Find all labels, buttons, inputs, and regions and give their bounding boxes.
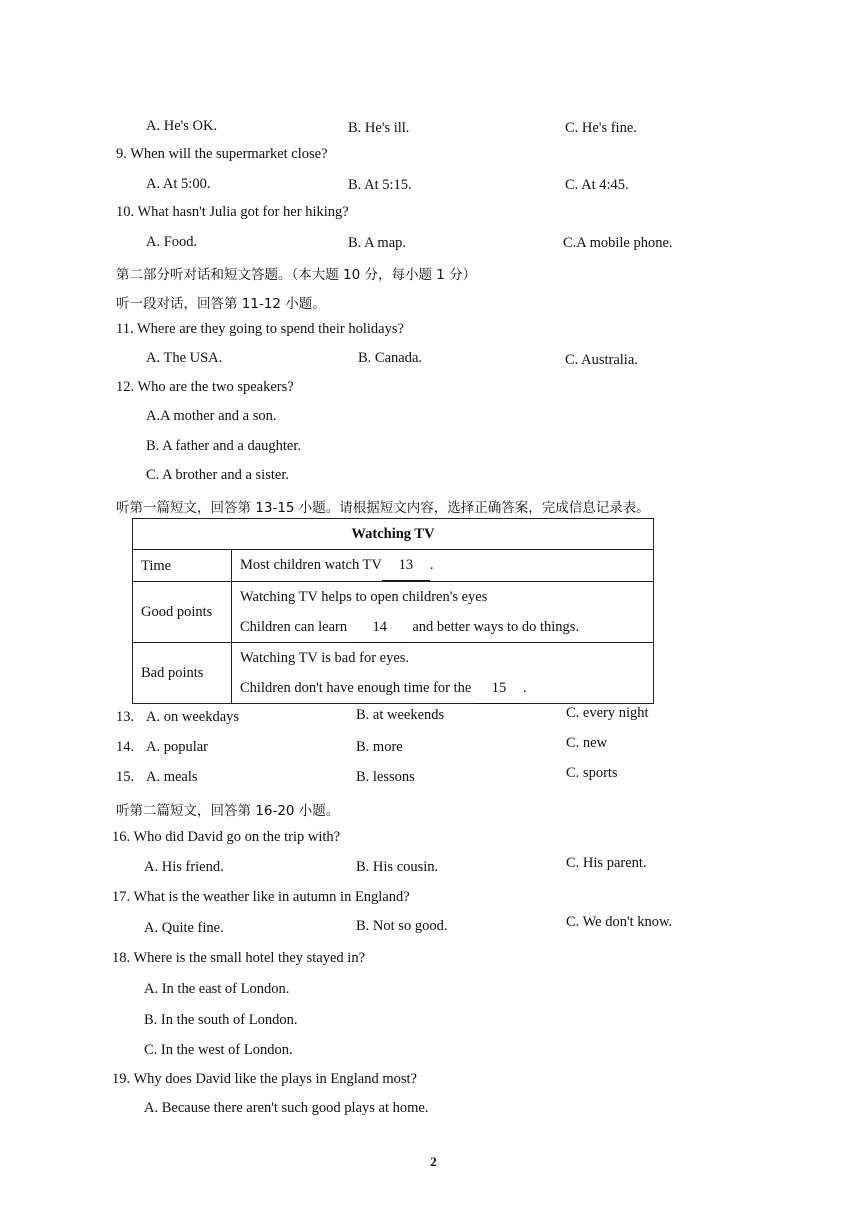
q11-option-a: A. The USA. <box>146 350 223 366</box>
blank-14: 14 <box>351 612 409 643</box>
bad-points-label: Bad points <box>133 643 232 704</box>
q15-option-a: A. meals <box>146 769 198 785</box>
q11-option-c: C. Australia. <box>565 352 638 368</box>
q11-stem: 11. Where are they going to spend their holidays? <box>116 321 404 337</box>
q16-option-b: B. His cousin. <box>356 859 439 875</box>
bad-points-cell <box>232 643 654 704</box>
passage2-instruction: 听第二篇短文，回答第 16-20 小题。 <box>116 803 340 819</box>
q8-option-c: C. He's fine. <box>565 120 637 136</box>
time-label: Time <box>133 550 232 582</box>
q11-option-b: B. Canada. <box>358 350 423 366</box>
q12-stem: 12. Who are the two speakers? <box>116 379 294 395</box>
q16-option-a: A. His friend. <box>144 859 224 875</box>
q16-option-c: C. His parent. <box>566 855 647 871</box>
good-line2-pre: Children can learn <box>240 619 348 635</box>
q17-option-b: B. Not so good. <box>356 918 448 934</box>
good-points-cell <box>232 582 654 643</box>
table-title: Watching TV <box>133 519 654 550</box>
bad-points-line2: Children don't have enough time for the 15 . <box>240 673 645 703</box>
q19-option-a: A. Because there aren't such good plays at home. <box>144 1100 429 1116</box>
q13-option-c: C. every night <box>566 705 649 721</box>
q12-option-b: B. A father and a daughter. <box>146 438 302 454</box>
info-record-table <box>132 518 654 704</box>
q15-option-b: B. lessons <box>356 769 415 785</box>
q12-option-a: A.A mother and a son. <box>146 408 277 424</box>
time-cell: Most children watch TV 13 . <box>232 550 654 582</box>
good-line2-post: and better ways to do things. <box>412 619 580 635</box>
q8-option-a: A. He's OK. <box>146 118 218 134</box>
q10-option-b: B. A map. <box>348 235 407 251</box>
q17-option-a: A. Quite fine. <box>144 920 224 936</box>
dialogue-instruction: 听一段对话，回答第 11-12 小题。 <box>116 296 326 312</box>
bad-points-line1: Watching TV is bad for eyes. <box>240 650 410 666</box>
q8-option-b: B. He's ill. <box>348 120 410 136</box>
q13-option-a: A. on weekdays <box>146 709 240 725</box>
blank-13: 13 <box>382 550 430 581</box>
good-points-line2 <box>240 612 645 642</box>
q10-stem: 10. What hasn't Julia got for her hiking? <box>116 204 349 220</box>
q16-stem: 16. Who did David go on the trip with? <box>112 829 341 845</box>
q14-option-a: A. popular <box>146 739 209 755</box>
part2-heading: 第二部分听对话和短文答题。（本大题 10 分，每小题 1 分） <box>116 267 477 283</box>
q13-number: 13. <box>116 709 135 725</box>
bad-line2-pre: Children don't have enough time for the <box>240 680 472 696</box>
q9-stem: 9. When will the supermarket close? <box>116 146 328 162</box>
q18-option-c: C. In the west of London. <box>144 1042 293 1058</box>
q17-option-c: C. We don't know. <box>566 914 673 930</box>
q18-stem: 18. Where is the small hotel they stayed in? <box>112 950 366 966</box>
blank-15: 15 <box>475 673 523 704</box>
q10-option-a: A. Food. <box>146 234 198 250</box>
q9-option-a: A. At 5:00. <box>146 176 211 192</box>
q18-option-a: A. In the east of London. <box>144 981 290 997</box>
good-points-line1: Watching TV helps to open children's eyes <box>240 589 488 605</box>
q12-option-c: C. A brother and a sister. <box>146 467 289 483</box>
q14-option-b: B. more <box>356 739 403 755</box>
q18-option-b: B. In the south of London. <box>144 1012 298 1028</box>
passage1-instruction: 听第一篇短文，回答第 13-15 小题。请根据短文内容，选择正确答案，完成信息记录表。 <box>116 500 650 516</box>
q13-option-b: B. at weekends <box>356 707 445 723</box>
q19-stem: 19. Why does David like the plays in England most? <box>112 1071 417 1087</box>
time-text: Most children watch TV <box>240 557 382 573</box>
q9-option-b: B. At 5:15. <box>348 177 412 193</box>
q15-option-c: C. sports <box>566 765 618 781</box>
page-number: 2 <box>430 1154 437 1169</box>
q17-stem: 17. What is the weather like in autumn in England? <box>112 889 410 905</box>
q15-number: 15. <box>116 769 135 785</box>
good-points-label: Good points <box>133 582 232 643</box>
q10-option-c: C.A mobile phone. <box>563 235 673 251</box>
q9-option-c: C. At 4:45. <box>565 177 629 193</box>
q14-option-c: C. new <box>566 735 608 751</box>
q14-number: 14. <box>116 739 135 755</box>
